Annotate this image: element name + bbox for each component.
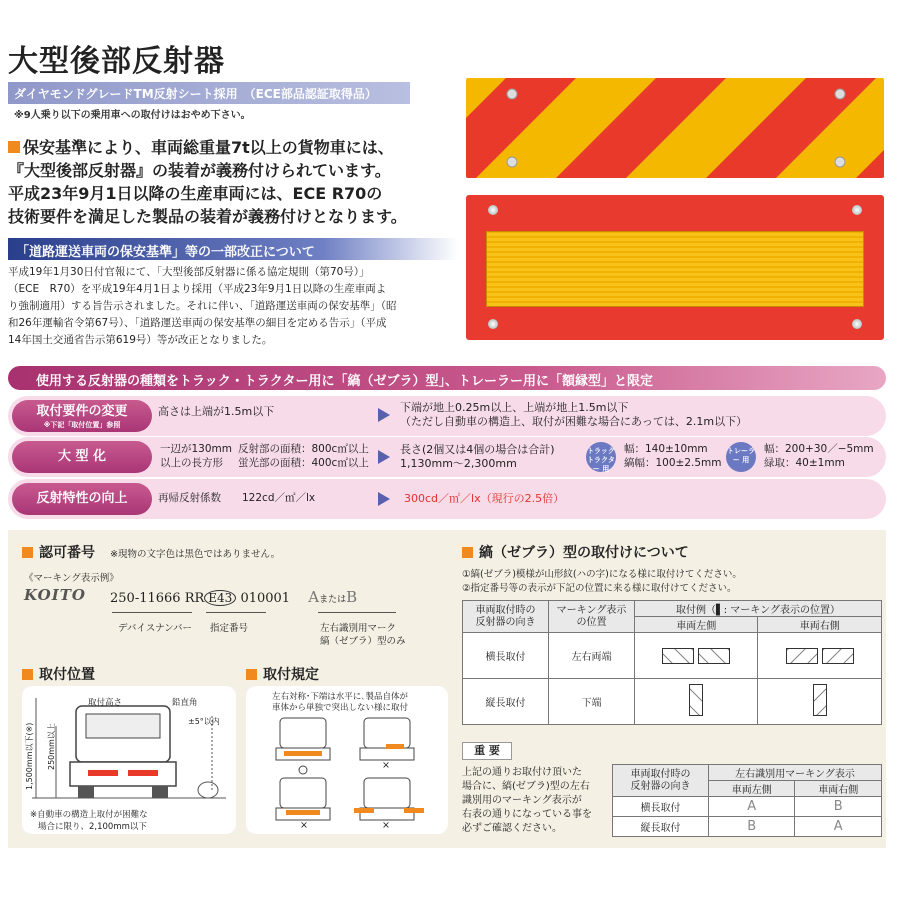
length-text-2: 1,130mm〜2,300mm xyxy=(400,457,517,470)
device-number: 250-11666 xyxy=(110,591,181,606)
length-text-1: 長さ(2個又は4個の場合は合計) xyxy=(400,443,555,456)
min-height-label: 250mm以上 xyxy=(47,723,56,770)
position-footnote-1: ※自動車の構造上取付が困難な xyxy=(30,810,148,820)
zebra-note-2: ②指定番号等の表示が下記の位置に来る様に取付けてください。 xyxy=(462,583,737,594)
horizontal-mount: 横長取付 xyxy=(463,633,549,679)
angle-value: ±5°以内 xyxy=(188,717,220,726)
row-label: 取付要件の変更 xyxy=(36,404,128,419)
approval-number: 010001 xyxy=(240,591,291,606)
approval-heading: 認可番号 ※現物の文字色は黒色ではありません。 xyxy=(22,542,280,562)
device-number-caption: デバイスナンバー xyxy=(118,623,193,634)
row-mounting-requirements xyxy=(8,396,886,436)
lead-text: 保安基準により、車両総重量7t以上の貨物車には、 『大型後部反射器』の装着が義務付けられています。 平成23年9月1日以降の生産車両には、ECE R70の 技術要件を満足した製品の装着が義務付けとなります。 xyxy=(8,138,407,226)
zebra-reflector-image xyxy=(466,78,884,178)
row-label: 大 型 化 xyxy=(12,441,152,473)
orange-square-icon xyxy=(8,141,20,153)
trailer-width: 幅：200+30／−5mm xyxy=(764,443,874,455)
row-sub-label: ※下記「取付位置」参照 xyxy=(43,421,121,429)
marking-line: 250-11666 RR E43 010001 AまたはB xyxy=(110,588,358,606)
truck-stripe: 縞幅：100±2.5mm xyxy=(624,457,722,469)
after-text-2: （ただし自動車の構造上、取付が困難な場合にあっては、2.1m以下） xyxy=(400,415,748,428)
arrow-icon xyxy=(378,408,390,422)
rules-heading: 取付規定 xyxy=(246,664,319,684)
size-text-2: 以上の長方形 xyxy=(160,457,223,469)
area-text-2: 蛍光部の面積：400c㎡以上 xyxy=(238,457,369,469)
designation-caption: 指定番号 xyxy=(210,623,249,634)
vertical-mount: 縦長取付 xyxy=(463,679,549,725)
orange-square-icon xyxy=(22,547,33,558)
position-footnote-2: 場合に限り、2,100mm以下 xyxy=(38,822,147,832)
zebra-mounting-table: 車両取付時の 反射器の向き マーキング表示 の位置 取付例（▌: マーキング表示の位置） 車両左側 車両右側 横長取付 左右両端 縦長取付 下端 xyxy=(462,600,882,725)
area-text-1: 反射部の面積：800c㎡以上 xyxy=(238,443,369,455)
frame-reflector-image xyxy=(466,195,884,340)
important-text: 上記の通りお取付け頂いた 場合に、縞(ゼブラ)型の左右 識別用のマーキング表示が 右表の通りになっている事を 必ずご確認ください。 xyxy=(462,767,592,834)
before-text: 高さは上端が1.5m以下 xyxy=(158,405,275,418)
zebra-heading: 縞（ゼブラ）型の取付けについて xyxy=(462,542,689,562)
height-label: 取付高さ xyxy=(88,698,123,708)
ng-mark: × xyxy=(382,760,390,771)
size-text-1: 一辺が130mm xyxy=(160,443,232,455)
row-reflectivity xyxy=(8,479,886,519)
max-height-label: 1,500mm以下(※) xyxy=(25,722,34,790)
subtitle-bar: ダイヤモンドグレードTM反射シート採用 （ECE部品認証取得品） xyxy=(8,82,410,104)
lr-mark-table: 車両取付時の 反射器の向き 左右識別用マーキング表示 車両左側 車両右側 横長取付 A B 縦長取付 B A xyxy=(612,764,882,837)
section-bar: 「道路運送車両の保安基準」等の一部改正について xyxy=(8,238,458,260)
row-enlargement xyxy=(8,437,886,477)
e-mark: E43 xyxy=(204,590,236,606)
trailer-edge: 緑取：40±1mm xyxy=(764,457,845,469)
vertical-angle-label: 鉛直角 xyxy=(172,698,198,708)
row-label: 反射特性の向上 xyxy=(12,483,152,515)
coefficient-before: 122cd／㎡／lx xyxy=(242,492,316,504)
coefficient-after: 300cd／㎡／lx（現行の2.5倍） xyxy=(404,492,565,505)
rr-mark: RR xyxy=(184,591,205,606)
zebra-note-1: ①縞(ゼブラ)模様が山形紋(ハの字)になる様に取付けてください。 xyxy=(462,569,742,580)
marking-example-label: 《マーキング表示例》 xyxy=(24,573,119,584)
trailer-badge: トレーラー 用 xyxy=(726,442,756,472)
coefficient-label: 再帰反射係数 xyxy=(158,492,221,504)
ng-mark: × xyxy=(382,820,390,831)
zebra-only-caption: 縞（ゼブラ）型のみ xyxy=(320,636,406,647)
truck-width: 幅：140±10mm xyxy=(624,443,708,455)
mark-b: B xyxy=(346,588,358,606)
approval-note: ※現物の文字色は黒色ではありません。 xyxy=(110,549,281,560)
arrow-icon xyxy=(378,492,390,506)
reflector-type-header: 使用する反射器の種類をトラック・トラクター用に「縞（ゼブラ）型」、トレーラー用に「額縁型」と限定 xyxy=(8,366,886,390)
truck-badge: トラック トラクター 用 xyxy=(586,442,616,472)
lr-mark-caption: 左右識別用マーク xyxy=(320,623,397,634)
position-heading: 取付位置 xyxy=(22,664,95,684)
passenger-note: ※9人乗り以下の乗用車への取付けはおやめ下さい。 xyxy=(14,110,251,121)
koito-logo: KOITO xyxy=(24,586,86,604)
important-label: 重 要 xyxy=(462,742,512,760)
ng-mark: × xyxy=(300,820,308,831)
mark-a: A xyxy=(308,588,320,606)
rules-diagram: 左右対称･下端は水平に､製品自体が 車体から単独で突出しない様に取付 × × × xyxy=(246,686,448,834)
arrow-icon xyxy=(378,450,390,464)
after-text-1: 下端が地上0.25m以上、上端が地上1.5m以下 xyxy=(400,401,629,414)
amendment-paragraph: 平成19年1月30日付官報にて、「大型後部反射器に係る協定規則（第70号）」 （ECE R70）を平成19年4月1日より採用（平成23年9月1日以降の生産車両よ り強制適用）する旨告示されました。それに伴い、「道路運送車両の保安基準」（昭 和26年運輸省令第67号）、「道路運送車両の保安基準の細目を定める告示」（平成 14年国土交通省告示第619号）等が改正となりました。 xyxy=(8,266,397,346)
page-title: 大型後部反射器 xyxy=(8,44,225,79)
